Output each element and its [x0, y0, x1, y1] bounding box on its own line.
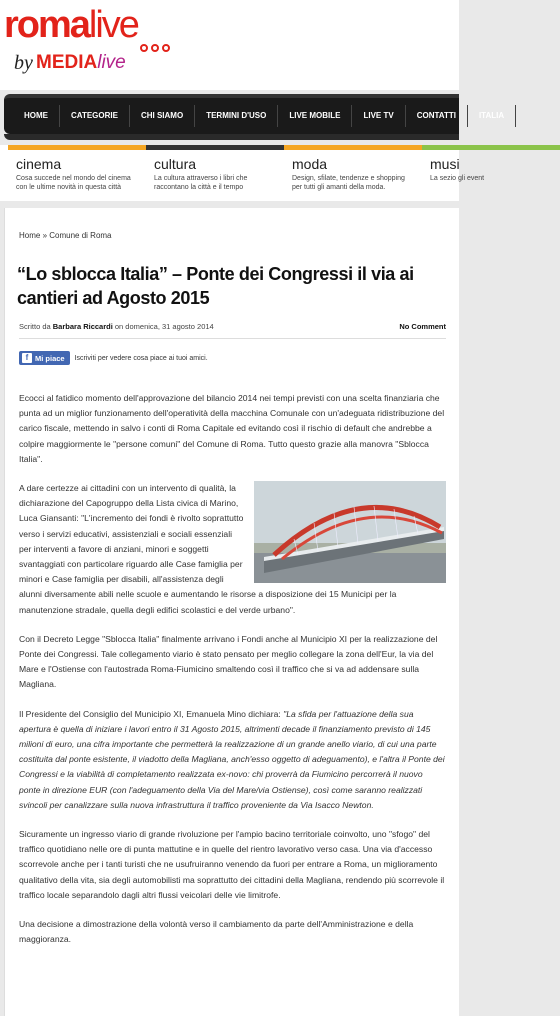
media-live-logo — [36, 52, 126, 74]
article-page — [4, 208, 459, 1016]
logo-dots-icon — [140, 44, 170, 52]
nav-item[interactable]: CATEGORIE — [60, 105, 130, 127]
breadcrumb — [19, 231, 112, 240]
byline-date: on domenica, 31 agosto 2014 — [112, 322, 214, 331]
article-body — [19, 391, 446, 962]
article-byline — [19, 322, 214, 331]
quote-lead: Il Presidente del Consiglio del Municipio XI, Emanuela Mino dichiara: — [19, 708, 284, 719]
category-2[interactable] — [284, 145, 422, 201]
logo-roma-text: roma — [4, 4, 89, 46]
byline-prefix: Scritto da — [19, 322, 53, 331]
paragraph: Ecocci al fatidico momento dell'approvazione del bilancio 2014 nei tempi previsti con una scelta finanziaria che punta ad un miglior funzionamento dell'operatività della macchina Comunale con un'adeguata ridistribuzione del carico fiscale, mettendo in salvo i conti di Roma Capitale ed evitando così il rischio di default che andrebbe a colpire maggiormente le "persone comuni" del Comune di Roma. Tutto questo grazie alla manovra "Sblocca Italia". — [19, 393, 445, 464]
category-description: Cosa succede nel mondo del cinema con le ultime novità in questa città — [16, 175, 131, 191]
category-name: musi — [430, 156, 460, 172]
category-3[interactable] — [422, 145, 560, 201]
comments-link[interactable]: No Comment — [399, 322, 446, 331]
category-name: cultura — [154, 156, 197, 172]
category-description: Design, sfilate, tendenze e shopping per tutti gli amanti della moda. — [292, 175, 405, 191]
category-name: moda — [292, 156, 328, 172]
breadcrumb-separator: » — [40, 231, 50, 240]
breadcrumb-home-link[interactable]: Home — [19, 231, 41, 240]
paragraph: Sicuramente un ingresso viario di grande rivoluzione per l'ampio bacino territoriale coinvolto, uno "sfogo" del traffico quotidiano nelle ore di punta mattutine e in quelle del rientro lavorativo verso casa. Una via d'accesso scorrevole anche per i tanti turisti che ne usufruiranno venendo da fuori per entrare a Roma, un miglioramento qualitativo della vita, sia degli automobilisti ma soprattutto dei cittadini della Magliana, rendendo più scorrevole il traffico locale separandolo dagli altri flussi veicolari delle vie limitrofe. — [19, 829, 445, 900]
facebook-like-text: Iscriviti per vedere cosa piace ai tuoi amici. — [74, 354, 208, 362]
site-logo[interactable] — [4, 6, 138, 44]
logo-live-text: live — [88, 4, 138, 46]
facebook-like-widget — [19, 351, 208, 365]
nav-item[interactable]: CHI SIAMO — [130, 105, 195, 127]
breadcrumb-section-link[interactable]: Comune di Roma — [49, 231, 112, 240]
facebook-like-button[interactable] — [19, 351, 70, 365]
paragraph: A dare certezze ai cittadini con un intervento di qualità, la dichiarazione del Capogruppo della Lista civica di Marino, Luca Giansanti: "L'incremento dei fondi è rivolto soprattutto verso i servizi educativi, assistenziali e sociali essenziali per interventi a favore di anziani, minori e soggetti svantaggiati con particolare riguardo alle Case famiglia per minori e Case famiglia per disabili, all'assistenza degli alunni diversamente abili nelle scuole e aumentando le risorse a disposizione dei 15 Municipi per la manutenzione stradale, quella degli edifici scolastici e del verde urbano". — [19, 483, 397, 615]
main-navigation — [4, 94, 505, 134]
author-link[interactable]: Barbara Riccardi — [52, 322, 113, 331]
nav-subbar — [4, 134, 459, 140]
nav-item[interactable]: CONTATTI — [406, 105, 468, 127]
category-description: La cultura attraverso i libri che raccontano la città e il tempo — [154, 175, 248, 191]
logo-media-live-text: live — [97, 52, 126, 73]
logo-by-text: by — [14, 52, 33, 74]
nav-item[interactable]: HOME — [4, 105, 60, 127]
bridge-photo — [254, 481, 446, 583]
category-strip — [0, 145, 485, 201]
category-description: La sezio gli event — [430, 175, 485, 182]
logo-media-text: MEDIA — [36, 52, 98, 73]
quote-text: "La sfida per l'attuazione della sua apertura è quella di iniziare i lavori entro il 31 Agosto 2015, altrimenti decade il finanziamento previsto di 145 milioni di euro, una cifra importante che permetterà la realizzazione di un grande anello viario, di cui una parte costituita dal ponte esistente, il viadotto della Magliana, anch'esso oggetto di adeguamento), e l'altra il Ponte dei Congressi e la viabilità di completamento realizzata ex-novo: chi proverrà da Fiumicino percorrerà il nuovo ponte in direzione EUR (con l'adeguamento della Via del Mare/via Ostiense), così come saranno realizzati svincoli per canalizzare sulla nuova infrastruttura il traffico proveniente da Via Isacco Newton. — [19, 708, 445, 810]
category-color-bar — [8, 145, 146, 150]
category-color-bar — [422, 145, 560, 150]
category-0[interactable] — [8, 145, 146, 201]
paragraph: Una decisione a dimostrazione della volontà verso il cambiamento da parte dell'Amministrazione e della maggioranza. — [19, 919, 414, 945]
nav-item[interactable]: TERMINI D'USO — [195, 105, 278, 127]
article-title: “Lo sblocca Italia” – Ponte dei Congressi il via ai cantieri ad Agosto 2015 — [17, 264, 414, 308]
nav-item[interactable]: LIVE TV — [352, 105, 405, 127]
paragraph: Con il Decreto Legge "Sblocca Italia" finalmente arrivano i Fondi anche al Municipio XI per la realizzazione del Ponte dei Congressi. Tale collegamento viario è stato pensato per meglio collegare la zona dell'Eur, la via del Mare e l'Ostiense con l'autostrada Roma-Fiumicino smaltendo così il traffico che si va ad addensare sulla Magliana. — [19, 633, 438, 690]
nav-item[interactable]: ITALIA — [468, 105, 516, 127]
facebook-like-label: Mi piace — [35, 353, 65, 363]
facebook-icon: f — [22, 353, 32, 363]
nav-item[interactable]: LIVE MOBILE — [278, 105, 352, 127]
category-name: cinema — [16, 156, 62, 172]
category-1[interactable] — [146, 145, 284, 201]
divider — [19, 338, 446, 339]
site-header — [0, 0, 459, 90]
paragraph — [19, 707, 446, 813]
category-color-bar — [146, 145, 284, 150]
category-color-bar — [284, 145, 422, 150]
